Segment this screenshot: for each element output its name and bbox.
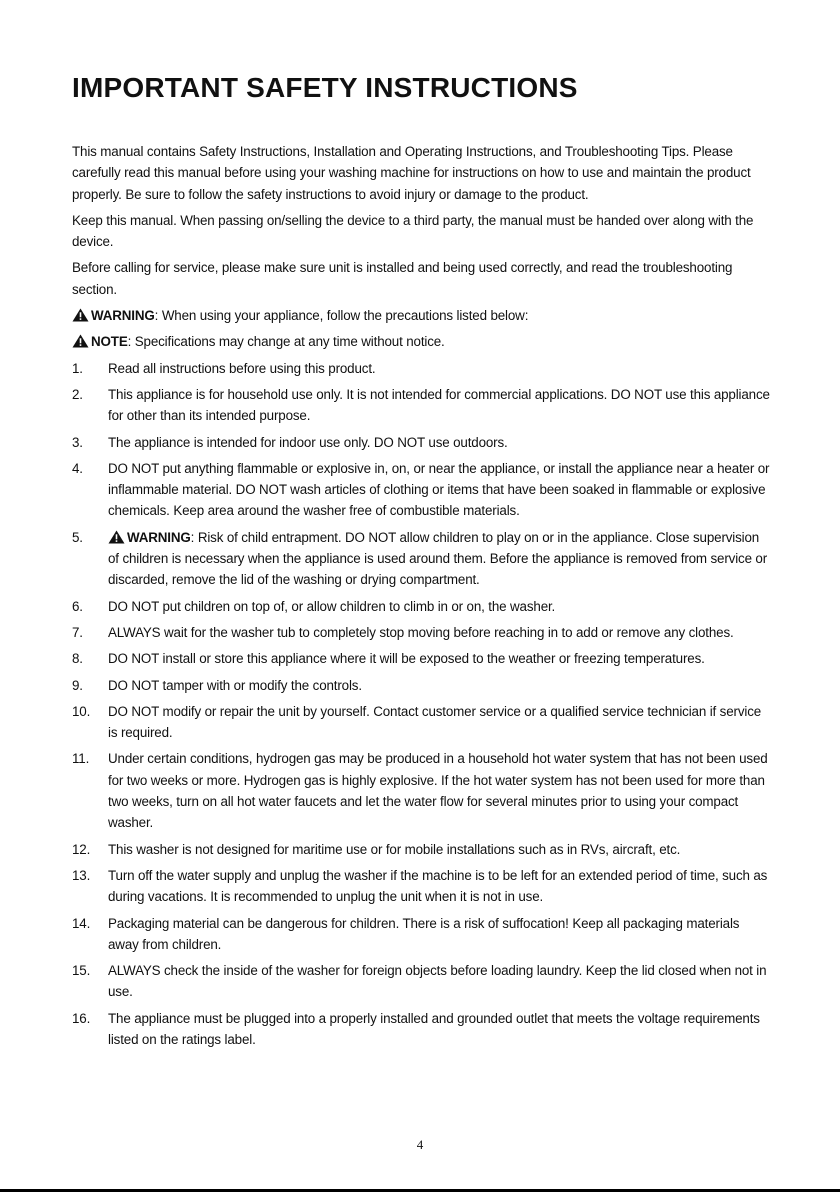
- item-number: 10.: [72, 703, 91, 719]
- item-number: 6.: [72, 598, 83, 614]
- item-number: 12.: [72, 841, 91, 857]
- item-number: 4.: [72, 460, 83, 476]
- item-number: 3.: [72, 434, 83, 450]
- warning-triangle-icon: [108, 530, 125, 544]
- list-item: [72, 748, 770, 833]
- item-text: The appliance is intended for indoor use only. DO NOT use outdoors.: [108, 434, 508, 450]
- list-item: [72, 865, 770, 908]
- item-text: This washer is not designed for maritime use or for mobile installations such as in RVs, aircraft, etc.: [108, 841, 681, 857]
- item-number: 1.: [72, 360, 83, 376]
- item-text: The appliance must be plugged into a properly installed and grounded outlet that meets the voltage requirements listed on the ratings label.: [108, 1010, 760, 1047]
- item-number: 9.: [72, 677, 83, 693]
- intro-paragraph: Keep this manual. When passing on/selling the device to a third party, the manual must be handed over along with the device.: [72, 212, 754, 250]
- list-item: [72, 458, 770, 522]
- item-text: DO NOT modify or repair the unit by yourself. Contact customer service or a qualified service technician if service is required.: [108, 703, 762, 741]
- note-text: : Specifications may change at any time without notice.: [127, 334, 445, 350]
- item-text: This appliance is for household use only. It is not intended for commercial applications. DO NOT use this appliance for other than its intended purpose.: [108, 386, 770, 424]
- list-item: [72, 596, 770, 617]
- item-number: 16.: [72, 1010, 91, 1026]
- item-text: ALWAYS check the inside of the washer for foreign objects before loading laundry. Keep the lid closed when not in use.: [108, 963, 767, 1000]
- warning-text: : When using your appliance, follow the precautions listed below:: [154, 308, 529, 324]
- item-text: DO NOT put anything flammable or explosive in, on, or near the appliance, or install the appliance near a heater or inflammable material. DO NOT wash articles of clothing or items that have been soaked in flammable or explosive chemicals. Keep area around the washer free of combustible materials.: [108, 460, 770, 519]
- item-number: 13.: [72, 867, 91, 883]
- list-item: [72, 648, 770, 669]
- item-text: DO NOT install or store this appliance where it will be exposed to the weather or freezing temperatures.: [108, 651, 705, 667]
- list-item: [72, 432, 770, 453]
- item-number: 5.: [72, 529, 83, 545]
- page-number: 4: [416, 1137, 424, 1152]
- item-number: 11.: [72, 751, 90, 767]
- intro-paragraph: Before calling for service, please make sure unit is installed and being used correctly, and read the troubleshooting section.: [72, 260, 733, 297]
- intro-paragraph: This manual contains Safety Instructions, Installation and Operating Instructions, and Troubleshooting Tips. Please carefully read this manual before using your washing machine for instructions on how to use and maintain the product properly. Be sure to follow the safety instructions to avoid injury or damage to the product.: [72, 144, 751, 202]
- list-item: [72, 913, 770, 956]
- item-text: DO NOT tamper with or modify the controls.: [108, 677, 362, 693]
- item-text: Under certain conditions, hydrogen gas may be produced in a household hot water system that has not been used for two weeks or more. Hydrogen gas is highly explosive. If the hot water system has not been used for more than two weeks, turn on all hot water faucets and let the water flow for several minutes prior to using your compact washer.: [108, 751, 768, 831]
- list-item: [72, 622, 770, 643]
- page-title: IMPORTANT SAFETY INSTRUCTIONS: [72, 72, 578, 103]
- item-warning-label: WARNING: [127, 529, 191, 545]
- item-text: Read all instructions before using this product.: [108, 360, 376, 376]
- warning-triangle-icon: [72, 334, 89, 348]
- item-number: 7.: [72, 624, 83, 640]
- list-item: [72, 358, 770, 379]
- note-notice: [72, 331, 770, 352]
- list-item: [72, 1008, 770, 1051]
- item-text: : Risk of child entrapment. DO NOT allow children to play on or in the appliance. Close supervision of children is necessary when the appliance is used around them. Before the appliance is removed from service or discarded, remove the lid of the washing or drying compartment.: [108, 529, 768, 588]
- note-label: NOTE: [91, 334, 128, 350]
- item-text: Packaging material can be dangerous for children. There is a risk of suffocation! Keep all packaging materials away from children.: [108, 915, 740, 952]
- item-text: DO NOT put children on top of, or allow children to climb in or on, the washer.: [108, 598, 556, 614]
- list-item: [72, 675, 770, 696]
- warning-notice: [72, 305, 770, 326]
- page-content: [72, 141, 770, 1055]
- list-item: [72, 701, 770, 744]
- item-number: 8.: [72, 651, 83, 667]
- item-number: 2.: [72, 386, 83, 402]
- item-text: ALWAYS wait for the washer tub to completely stop moving before reaching in to add or remove any clothes.: [108, 624, 734, 640]
- item-number: 14.: [72, 915, 91, 931]
- list-item: [72, 384, 770, 427]
- item-text: Turn off the water supply and unplug the washer if the machine is to be left for an extended period of time, such as during vacations. It is recommended to unplug the unit when it is not in use.: [108, 867, 768, 905]
- list-item: [72, 527, 770, 591]
- list-item: [72, 960, 770, 1003]
- item-number: 15.: [72, 963, 91, 979]
- list-item: [72, 839, 770, 860]
- safety-instructions-list: [72, 358, 770, 1051]
- warning-triangle-icon: [72, 308, 89, 322]
- warning-label: WARNING: [91, 308, 155, 324]
